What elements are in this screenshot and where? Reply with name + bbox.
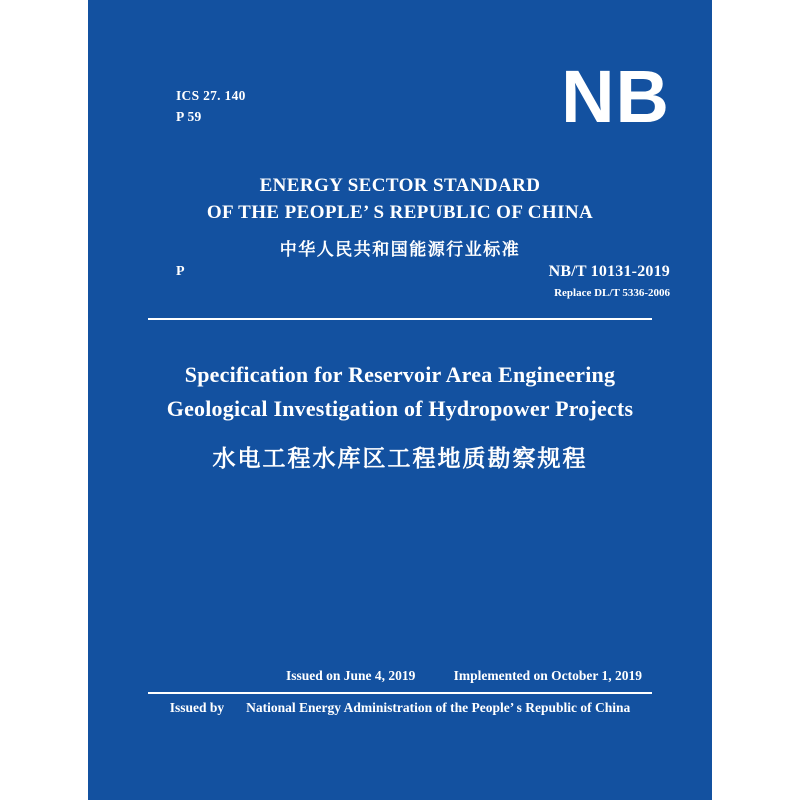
- issued-by-label: Issued by: [169, 700, 225, 715]
- divider-bottom: [148, 692, 652, 694]
- class-code: P 59: [176, 109, 202, 124]
- standard-number-block: [549, 262, 670, 302]
- standard-cover-page: [88, 0, 712, 800]
- title-en-line-2: Geological Investigation of Hydropower Projects: [166, 396, 634, 421]
- document-title: [88, 358, 712, 473]
- issued-on-date: Issued on June 4, 2019: [286, 668, 416, 683]
- issuer-name: National Energy Administration of the People’ s Republic of China: [246, 700, 631, 715]
- header-line-chinese: 中华人民共和国能源行业标准: [279, 240, 521, 260]
- ics-code: ICS 27. 140: [176, 88, 246, 103]
- issuer-row: [88, 700, 712, 716]
- header-line-1: ENERGY SECTOR STANDARD: [259, 175, 541, 196]
- title-en-line-1: Specification for Reservoir Area Engineering: [184, 362, 616, 387]
- divider-top: [148, 318, 652, 320]
- implemented-on-date: Implemented on October 1, 2019: [453, 668, 642, 683]
- header-line-2: OF THE PEOPLE’ S REPUBLIC OF CHINA: [206, 202, 594, 223]
- replaced-standard: Replace DL/T 5336-2006: [554, 287, 670, 299]
- class-letter: P: [176, 264, 185, 279]
- title-chinese: 水电工程水库区工程地质勘察规程: [212, 446, 588, 472]
- designation-row: [176, 262, 670, 308]
- standard-number: NB/T 10131-2019: [548, 263, 670, 280]
- classification-codes: [176, 85, 246, 127]
- nb-logo: NB: [561, 55, 670, 138]
- standard-header: [88, 172, 712, 260]
